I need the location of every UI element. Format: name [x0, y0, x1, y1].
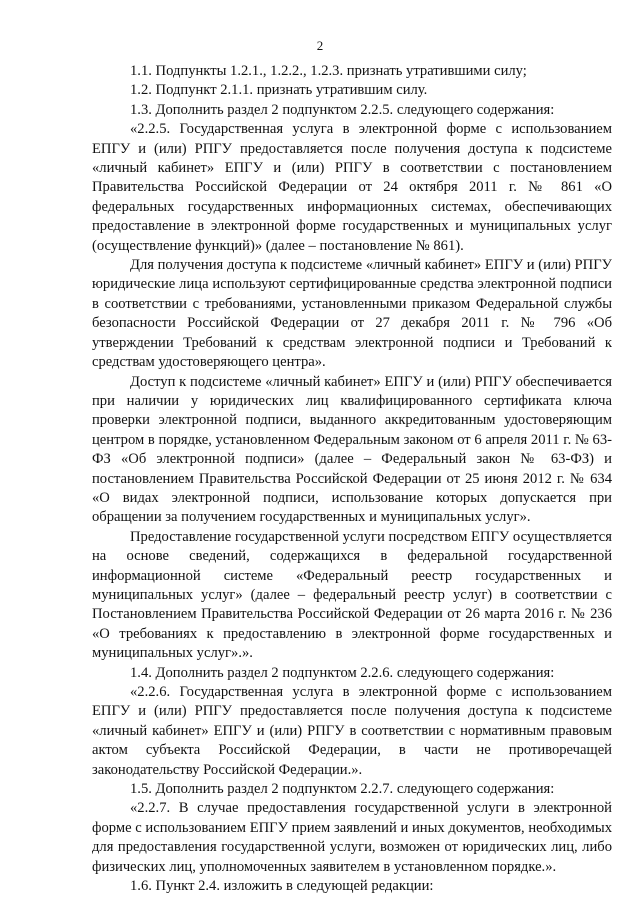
paragraph-1-2: 1.2. Подпункт 2.1.1. признать утратившим силу. — [130, 82, 428, 99]
paragraph-access-signature: Для получения доступа к подсистеме «личный кабинет» ЕПГУ и (или) РПГУ юридические лица используют сертифицированные средства электронной подписи в соответствии с требованиями, установленными приказом Федеральной службы безопасности Российской Федерации от 27 декабря 2011 г. № 796 «Об утверждении Требований к средствам электронной подписи и Требований к средствам удостоверяющего центра». — [92, 257, 612, 371]
paragraph-2-2-6: «2.2.6. Государственная услуга в электронной форме с использованием ЕПГУ и (или) РПГУ предоставляется после получения доступа к подсистеме «личный кабинет» ЕПГУ и (или) РПГУ в соответствии с нормативным правовым актом субъекта Российской Федерации, в части не противоречащей законодательству Российской Федерации.». — [92, 684, 612, 778]
paragraph-2-2-5: «2.2.5. Государственная услуга в электронной форме с использованием ЕПГУ и (или) РПГУ предоставляется после получения доступа к подсистеме «личный кабинет» ЕПГУ и (или) РПГУ в соответствии с постановлением Правительства Российской Федерации от 24 октября 2011 г. № 861 «О федеральных государственных информационных системах, обеспечивающих предоставление в электронной форме государственных и муниципальных услуг (осуществление функций)» (далее – постановление № 861). — [92, 121, 612, 254]
paragraph-access-certificate: Доступ к подсистеме «личный кабинет» ЕПГУ и (или) РПГУ обеспечивается при наличии у юридических лиц квалифицированного сертификата ключа проверки электронной подписи, выданного аккредитованным удостоверяющим центром в порядке, установленном Федеральным законом от 6 апреля 2011 г. № 63-ФЗ «Об электронной подписи» (далее – Федеральный закон № 63-ФЗ) и постановлением Правительства Российской Федерации от 25 июня 2012 г. № 634 «О видах электронной подписи, использование которых допускается при обращении за получением государственных и муниципальных услуг». — [92, 373, 612, 526]
page-number: 2 — [316, 38, 324, 53]
paragraph-federal-registry: Предоставление государственной услуги посредством ЕПГУ осуществляется на основе сведений, содержащихся в федеральной государственной информационной системе «Федеральный реестр государственных и муниципальных услуг» (далее – федеральный реестр услуг) в соответствии с Постановлением Правительства Российской Федерации от 26 марта 2016 г. № 236 «О требованиях к предоставлению в электронной форме государственных и муниципальных услуг».». — [92, 528, 612, 662]
paragraph-1-3: 1.3. Дополнить раздел 2 подпунктом 2.2.5. следующего содержания: — [130, 101, 555, 118]
paragraph-1-1: 1.1. Подпункты 1.2.1., 1.2.2., 1.2.3. признать утратившими силу; — [130, 63, 527, 79]
paragraph-2-2-7: «2.2.7. В случае предоставления государственной услуги в электронной форме с использованием ЕПГУ прием заявлений и иных документов, необходимых для предоставления государственной услуги, возможен от юридических лиц, либо физических лиц, уполномоченных заявителем в установленном порядке.». — [92, 800, 612, 875]
paragraph-1-6: 1.6. Пункт 2.4. изложить в следующей редакции: — [130, 878, 434, 895]
paragraph-1-4: 1.4. Дополнить раздел 2 подпунктом 2.2.6. следующего содержания: — [130, 664, 555, 681]
paragraph-1-5: 1.5. Дополнить раздел 2 подпунктом 2.2.7. следующего содержания: — [130, 781, 555, 798]
document-body — [92, 62, 612, 896]
